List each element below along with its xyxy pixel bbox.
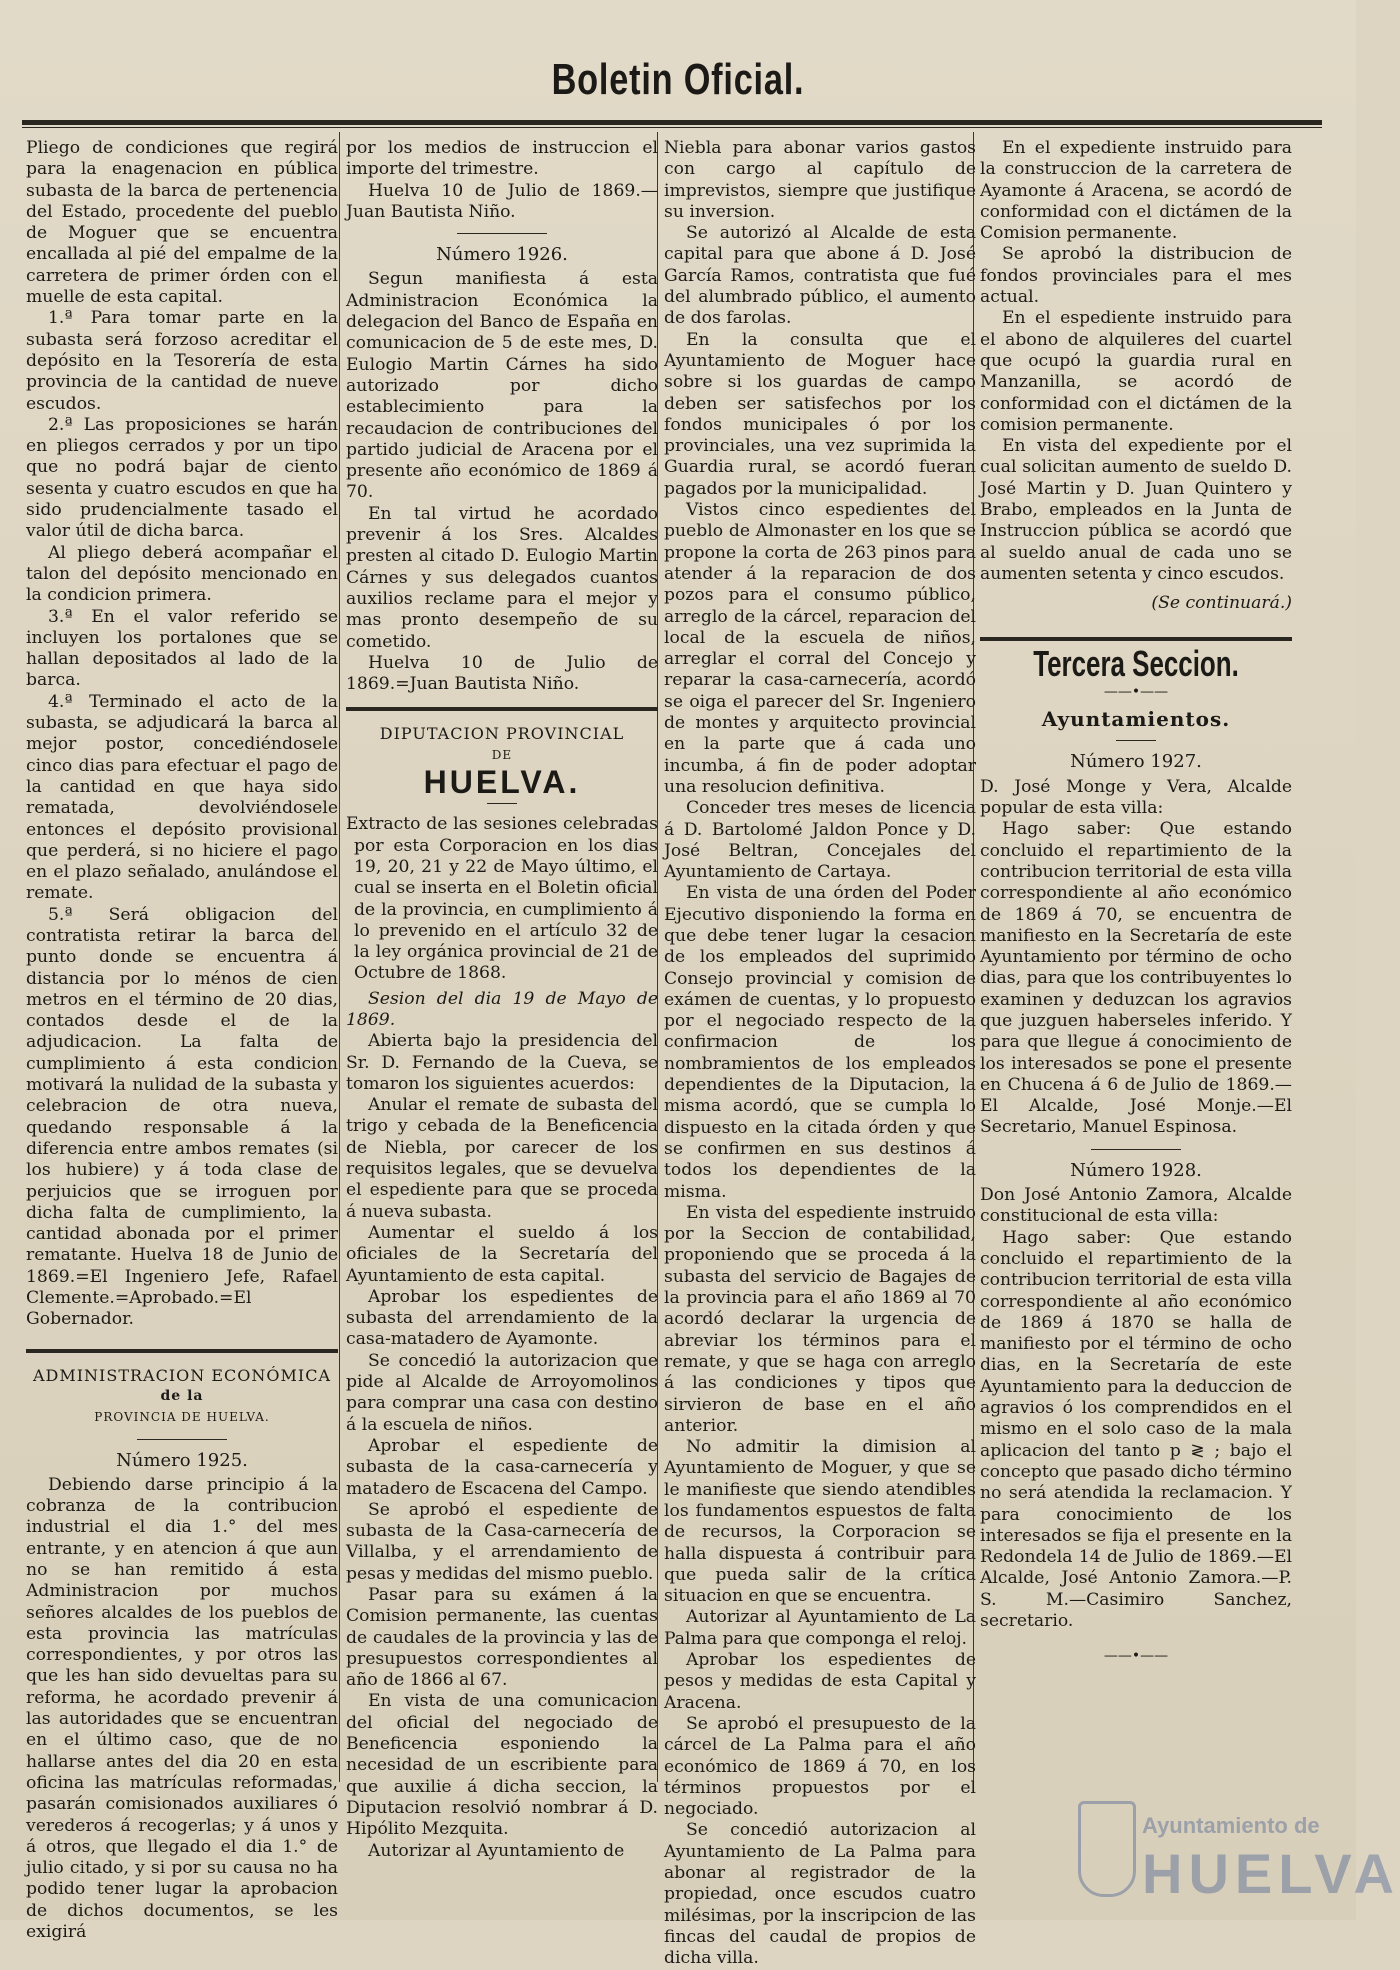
paragraph: Aprobar el espediente de subasta de la casa-carnecería y matadero de Escacena del Campo. — [346, 1435, 658, 1499]
paragraph: Hago saber: Que estando concluido el repartimiento de la contribucion territorial de esta villa correspondiente al año económico de 1869 á 70, se encuentra de manifiesto en la Secretaría de este Ayuntamiento por término de ocho dias, para que los contribuyentes lo examinen y deduzcan los agravios que juzguen haberseles inferido. Y para que llegue á conocimiento de los interesados se pone el presente en Chucena á 6 de Julio de 1869.—El Alcalde, José Monje.—El Secretario, Manuel Espinosa. — [980, 819, 1292, 1138]
paragraph: En vista del expediente por el cual solicitan aumento de sueldo D. José Martin y D. Juan Quintero y Brabo, empleados en la Junta de Instruccion pública se acordó que al sueldo anual de cada uno se aumenten setenta y cinco escudos. — [980, 436, 1292, 584]
notice-number: Número 1925. — [116, 1449, 248, 1471]
paragraph: Se concedió autorizacion al Ayuntamiento de La Palma para abonar al registrador de la propiedad, once escudos cuatro milésimas, por la inscripcion de las fincas del caudal de propios de dicha villa. — [664, 1820, 976, 1969]
paragraph: Segun manifiesta á esta Administracion Económica la delegacion del Banco de España en comunicacion de 5 de este mes, D. Eulogio Martin Cárnes ha sido autorizado por dicho establecimiento para la recaudacion de contribuciones del partido judicial de Aracena por el presente año económico de 1869 á 70. — [346, 269, 658, 503]
paragraph: 3.ª En el valor referido se incluyen los portalones que se hallan depositados al lado de la barca. — [26, 606, 338, 691]
paragraph: Autorizar al Ayuntamiento de La Palma para que componga el reloj. — [664, 1607, 976, 1649]
admin-subheading: de la — [160, 1387, 204, 1404]
paragraph: Abierta bajo la presidencia del Sr. D. Fernando de la Cueva, se tomaron los siguientes acuerdos: — [346, 1031, 658, 1094]
column-1 — [26, 138, 338, 1943]
paragraph: 5.ª Será obligacion del contratista retirar la barca del punto donde se encuentra á distancia por lo ménos de cien metros en el término de 20 dias, contados desde el de la adjudicacion. La falta de cumplimiento á esta condicion motivará la nulidad de la subasta y celebracion de otra nueva, quedando responsable á la diferencia entre ambos remates (si los hubiere) y á toda clase de perjuicios que se irroguen por dicha falta de cumplimiento, la cantidad abonada por el primer rematante. Huelva 18 de Junio de 1869.=El Ingeniero Jefe, Rafael Clemente.=Aprobado.=El Gobernador. — [26, 904, 338, 1330]
paragraph: Pasar para su exámen á la Comision permanente, las cuentas de caudales de la provincia y las de presupuestos correspondientes al año de 1866 al 67. — [346, 1585, 658, 1691]
paragraph: Aprobar los espedientes de pesos y medidas de esta Capital y Aracena. — [664, 1650, 976, 1713]
admin-province: PROVINCIA DE HUELVA. — [94, 1410, 270, 1425]
paragraph: Huelva 10 de Julio de 1869.—Juan Bautista Niño. — [346, 180, 658, 222]
paragraph: Debiendo darse principio á la cobranza de la contribucion industrial el dia 1.° del mes entrante, y en atencion á que aun no se han remitido á esta Administracion por muchos señores alcaldes de los pueblos de esta provincia las matrículas correspondientes, y por otros las que les han sido devueltas para su reforma, he acordado prevenir á las autoridades que se encuentran en el último caso, que de no hallarse antes del dia 20 en esta oficina las matrículas reformadas, pasarán comisionados auxiliares ó verederos á recogerlas; y á unos y á otros, que llegado el dia 1.° de julio citado, y si por su causa no ha podido tener lugar la aprobacion de dichos documentos, se les exigirá — [26, 1474, 338, 1943]
masthead-rule — [22, 120, 1322, 125]
column-2 — [346, 138, 658, 1898]
paragraph: En el espediente instruido para el abono de alquileres del cuartel que ocupó la guardia rural en Manzanilla, se acordó de conformidad con el dictámen de la comision permanente. — [980, 308, 1292, 435]
ornament-divider: ——•—— — [1103, 1648, 1169, 1665]
admin-heading: ADMINISTRACION ECONÓMICA — [32, 1365, 332, 1385]
paragraph: 2.ª Las proposiciones se harán en pliegos cerrados y por un tipo que no podrá bajar de ciento sesenta y cuatro escudos en que ha sido prudencialmente tasado el valor útil de dicha barca. — [26, 414, 338, 542]
notice-number: Número 1927. — [1070, 751, 1202, 773]
paragraph: En el expediente instruido para la construccion de la carretera de Ayamonte á Aracena, se acordó de conformidad con el dictámen de la Comision permanente. — [980, 138, 1292, 244]
extract-summary: Extracto de las sesiones celebradas por esta Corporacion en los dias 19, 20, 21 y 22 de Mayo último, el cual se inserta en el Boletin oficial de la provincia, en cumplimiento á lo prevenido en el artículo 32 de la ley orgánica provincial de 21 de Octubre de 1868. — [346, 814, 658, 984]
column-3 — [664, 138, 976, 1969]
watermark-line2: HUELVA — [1142, 1842, 1400, 1905]
paragraph: Vistos cinco espedientes del pueblo de Almonaster en los que se propone la corta de 263 pinos para atender á la reparacion de dos pozos para el consumo público, arreglo de la cárcel, reparacion del local de la escuela de niños, arreglar el corral del Concejo y reparar la casa-carnecería, acordó se oiga el parecer del Sr. Ingeniero de montes y arquitecto provincial en la parte que á cada uno incumba, á fin de poder adoptar una resolucion definitiva. — [664, 500, 976, 797]
short-rule — [1116, 740, 1156, 741]
paragraph: Se aprobó la distribucion de fondos provinciales para el mes actual. — [980, 244, 1292, 308]
paragraph: 4.ª Terminado el acto de la subasta, se adjudicará la barca al mejor postor, concediéndosele cinco dias para efectuar el pago de la cantidad en que haya sido rematada, devolviéndosele entonces el depósito provisional que perderá, si no hiciere el pago en el plazo señalado, anulándose el remate. — [26, 691, 338, 904]
column-divider — [339, 132, 340, 1782]
paragraph: Aumentar el sueldo á los oficiales de la Secretaría del Ayuntamiento de esta capital. — [346, 1222, 658, 1286]
paragraph: Al pliego deberá acompañar el talon del depósito mencionado en la condicion primera. — [26, 542, 338, 606]
masthead-rule-thin — [22, 127, 1322, 128]
paragraph: En vista del espediente instruido por la Seccion de contabilidad, proponiendo que se proceda á la subasta del servicio de Bagajes de la provincia para el año 1869 al 70 acordó declarar la urgencia de abreviar los términos para el remate, y que se haga con arreglo á las condiciones y tipos que sirvieron de base en el año anterior. — [664, 1202, 976, 1436]
paragraph: No admitir la dimision al Ayuntamiento de Moguer, y que se le manifieste que siendo atendibles los fundamentos espuestos de falta de recursos, la Corporacion se halla dispuesta á contribuir para que pueda salir de la crítica situacion en que se encuentra. — [664, 1437, 976, 1607]
section-rule — [26, 1349, 338, 1353]
ornament-divider: ——•—— — [1103, 683, 1169, 700]
paragraph: por los medios de instruccion el importe del trimestre. — [346, 138, 658, 180]
diputacion-de: DE — [491, 747, 513, 762]
continued-note: (Se continuará.) — [1151, 593, 1292, 614]
diputacion-huelva: HUELVA. — [423, 764, 581, 801]
short-rule — [1091, 1149, 1181, 1150]
paragraph: Autorizar al Ayuntamiento de — [368, 1840, 625, 1861]
column-4 — [980, 138, 1292, 1898]
watermark-line1: Ayuntamiento de — [1142, 1813, 1320, 1838]
paragraph: En tal virtud he acordado prevenir á los Sres. Alcaldes presten al citado D. Eulogio Martin Cárnes y sus delegados cuantos auxilios reclame para el mejor y mas pronto desempeño de su cometido. — [346, 503, 658, 652]
paragraph: Hago saber: Que estando concluido el repartimiento de la contribucion territorial de esta villa correspondiente al año económico de 1869 á 1870 se halla de manifiesto por el término de ocho dias, en la Secretaría de este Ayuntamiento para la deduccion de agravios ó los comprendidos en el mismo en el solo caso de la mala aplicacion del tanto p ≷ ; bajo el concepto que pasado dicho término no será atendida la reclamacion. Y para conocimiento de los interesados se fija el presente en la Redondela 14 de Julio de 1869.—El Alcalde, José Antonio Zamora.—P. S. M.—Casimiro Sanchez, secretario. — [980, 1227, 1292, 1631]
paragraph: D. José Monge y Vera, Alcalde popular de esta villa: — [980, 776, 1292, 819]
notice-number: Número 1928. — [1070, 1159, 1202, 1181]
paragraph: En vista de una comunicacion del oficial del negociado de Beneficencia esponiendo la necesidad de un escribiente para que auxilie á dicha seccion, la Diputacion resolvió nombrar á D. Hipólito Mezquita. — [346, 1691, 658, 1840]
short-rule — [137, 1439, 227, 1440]
short-rule — [487, 803, 517, 804]
paragraph: Se concedió la autorizacion que pide al Alcalde de Arroyomolinos para comprar una casa con destino á la escuela de niños. — [346, 1350, 658, 1435]
paragraph: Niebla para abonar varios gastos con cargo al capítulo de imprevistos, siempre que justifique su inversion. — [664, 138, 976, 222]
paragraph: Se aprobó el espediente de subasta de la Casa-carnecería de Villalba, y el arrendamiento de pesas y medidas del mismo pueblo. — [346, 1499, 658, 1584]
section-rule — [980, 637, 1292, 641]
short-rule — [457, 233, 547, 234]
paragraph: 1.ª Para tomar parte en la subasta será forzoso acreditar el depósito en la Tesorería de esta provincia de la cantidad de nueve escudos. — [26, 308, 338, 414]
paragraph: Don José Antonio Zamora, Alcalde constitucional de esta villa: — [980, 1185, 1292, 1227]
section-title: Tercera Seccion. — [1033, 642, 1239, 684]
paragraph: Conceder tres meses de licencia á D. Bartolomé Jaldon Ponce y D. José Beltran, Concejales del Ayuntamiento de Cartaya. — [664, 798, 976, 883]
paragraph: En vista de una órden del Poder Ejecutivo disponiendo la forma en que debe tener lugar la cesacion de los empleados del suprimido Consejo provincial y comision de exámen de cuentas, y lo propuesto por el negociado respecto de la confirmacion de los nombramientos de los empleados dependientes de la Diputacion, la misma acordó, que se cumpla lo dispuesto en la citada órden y que se confirmen en sus destinos á todos los dependientes de la misma. — [664, 883, 976, 1202]
crest-icon — [1078, 1801, 1136, 1897]
notice-number: Número 1926. — [436, 244, 568, 266]
diputacion-heading: DIPUTACION PROVINCIAL — [379, 724, 625, 744]
paragraph: Anular el remate de subasta del trigo y cebada de la Beneficencia de Niebla, por carecer de los requisitos legales, que se devuelva el espediente para que se proceda á nueva subasta. — [346, 1095, 658, 1222]
session-date: Sesion del dia 19 de Mayo de 1869. — [346, 988, 658, 1030]
section-rule — [346, 707, 658, 711]
paragraph: En la consulta que el Ayuntamiento de Moguer hace sobre si los guardas de campo deben ser satisfechos por los fondos municipales ó por los provinciales, una vez suprimida la Guardia rural, se acordó fueran pagados por la municipalidad. — [664, 329, 976, 499]
paragraph: Huelva 10 de Julio de 1869.=Juan Bautista Niño. — [346, 652, 658, 695]
paragraph: Aprobar los espedientes de subasta del arrendamiento de la casa-matadero de Ayamonte. — [346, 1286, 658, 1350]
masthead-title: Boletin Oficial. — [551, 55, 805, 104]
paragraph: Pliego de condiciones que regirá para la enagenacion en pública subasta de la barca de pertenencia del Estado, procedente del pueblo de Moguer que se encuentra encallada al pié del empalme de la carretera de primer órden con el muelle de esta capital. — [26, 138, 338, 308]
paragraph: Se aprobó el presupuesto de la cárcel de La Palma para el año económico de 1869 á 70, en los términos propuestos por el negociado. — [664, 1713, 976, 1820]
paragraph: Se autorizó al Alcalde de esta capital para que abone á D. José García Ramos, contratista que fué del alumbrado público, el aumento de dos farolas. — [664, 223, 976, 329]
subsection-title: Ayuntamientos. — [1041, 707, 1231, 732]
archive-watermark — [1070, 1795, 1400, 1915]
